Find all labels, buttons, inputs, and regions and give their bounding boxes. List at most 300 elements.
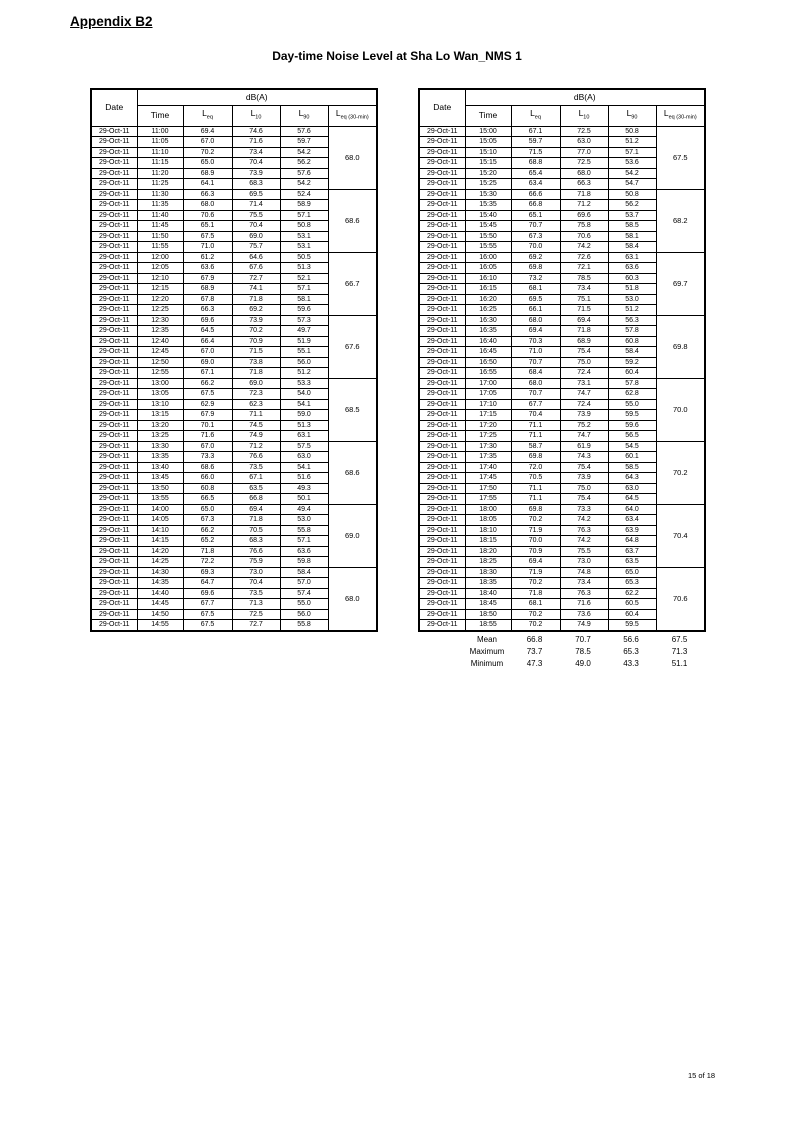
- leq-cell: 59.7: [511, 137, 560, 148]
- l10-cell: 72.7: [232, 273, 280, 284]
- date-cell: 29-Oct-11: [91, 179, 137, 190]
- leq-cell: 66.2: [183, 378, 232, 389]
- date-cell: 29-Oct-11: [91, 231, 137, 242]
- time-cell: 13:45: [137, 473, 183, 484]
- table-row: [419, 252, 705, 263]
- leq-cell: 67.7: [511, 399, 560, 410]
- leq-cell: 68.8: [511, 158, 560, 169]
- leq-cell: 67.0: [183, 441, 232, 452]
- time-cell: 16:35: [465, 326, 511, 337]
- date-cell: 29-Oct-11: [91, 536, 137, 547]
- time-cell: 13:00: [137, 378, 183, 389]
- time-cell: 13:15: [137, 410, 183, 421]
- l10-cell: 69.0: [232, 378, 280, 389]
- date-cell: 29-Oct-11: [419, 578, 465, 589]
- leq-30min-cell: 70.4: [656, 504, 705, 567]
- time-cell: 16:40: [465, 336, 511, 347]
- time-cell: 12:10: [137, 273, 183, 284]
- leq-cell: 68.4: [511, 368, 560, 379]
- date-cell: 29-Oct-11: [91, 326, 137, 337]
- l90-cell: 51.3: [280, 263, 328, 274]
- leq-cell: 66.0: [183, 473, 232, 484]
- date-cell: 29-Oct-11: [91, 210, 137, 221]
- l90-cell: 60.4: [608, 609, 656, 620]
- l10-cell: 73.4: [560, 284, 608, 295]
- date-cell: 29-Oct-11: [419, 452, 465, 463]
- leq-cell: 71.1: [511, 420, 560, 431]
- summary-value: 56.6: [623, 634, 639, 644]
- summary-value: 43.3: [623, 658, 639, 668]
- time-cell: 16:20: [465, 294, 511, 305]
- l10-cell: 71.6: [560, 599, 608, 610]
- leq-cell: 66.4: [183, 336, 232, 347]
- l10-cell: 75.9: [232, 557, 280, 568]
- l10-cell: 71.3: [232, 599, 280, 610]
- summary-value: 49.0: [575, 658, 591, 668]
- date-cell: 29-Oct-11: [419, 221, 465, 232]
- l90-cell: 55.8: [280, 620, 328, 631]
- date-cell: 29-Oct-11: [91, 368, 137, 379]
- time-cell: 14:05: [137, 515, 183, 526]
- l90-cell: 49.4: [280, 504, 328, 515]
- time-cell: 14:20: [137, 546, 183, 557]
- leq-cell: 71.6: [183, 431, 232, 442]
- l90-cell: 55.1: [280, 347, 328, 358]
- l10-cell: 76.3: [560, 525, 608, 536]
- leq-cell: 67.0: [183, 347, 232, 358]
- l10-cell: 70.9: [232, 336, 280, 347]
- l10-cell: 73.5: [232, 462, 280, 473]
- l10-cell: 69.4: [232, 504, 280, 515]
- leq-cell: 73.3: [183, 452, 232, 463]
- time-cell: 13:55: [137, 494, 183, 505]
- l10-cell: 72.4: [560, 368, 608, 379]
- time-cell: 13:25: [137, 431, 183, 442]
- table-row: [419, 504, 705, 515]
- l90-cell: 51.2: [280, 368, 328, 379]
- leq-30min-cell: 70.2: [656, 441, 705, 504]
- l90-cell: 59.5: [608, 620, 656, 631]
- l90-cell: 50.8: [608, 189, 656, 200]
- l90-cell: 60.8: [608, 336, 656, 347]
- l10-cell: 67.6: [232, 263, 280, 274]
- l90-cell: 56.0: [280, 609, 328, 620]
- l10-cell: 67.1: [232, 473, 280, 484]
- table-row: [419, 189, 705, 200]
- l10-cell: 74.5: [232, 420, 280, 431]
- summary-value: [418, 658, 464, 670]
- l10-cell: 75.1: [560, 294, 608, 305]
- l10-cell: 73.5: [232, 588, 280, 599]
- time-cell: 17:25: [465, 431, 511, 442]
- l90-cell: 58.4: [608, 347, 656, 358]
- leq-cell: 69.5: [511, 294, 560, 305]
- l90-cell: 51.2: [608, 137, 656, 148]
- leq-cell: 68.1: [511, 599, 560, 610]
- l90-cell: 58.9: [280, 200, 328, 211]
- leq-cell: 71.1: [511, 494, 560, 505]
- l90-cell: 60.4: [608, 368, 656, 379]
- l90-cell: 52.1: [280, 273, 328, 284]
- time-cell: 15:30: [465, 189, 511, 200]
- table-row: [91, 504, 377, 515]
- date-cell: 29-Oct-11: [91, 494, 137, 505]
- l10-cell: 73.4: [560, 578, 608, 589]
- table-row: [419, 126, 705, 137]
- leq-cell: 71.0: [511, 347, 560, 358]
- l10-cell: 74.2: [560, 242, 608, 253]
- l10-cell: 73.9: [560, 410, 608, 421]
- date-cell: 29-Oct-11: [419, 326, 465, 337]
- leq-30min-cell: 68.0: [328, 126, 377, 189]
- leq-cell: 63.6: [183, 263, 232, 274]
- summary-value: 47.3: [526, 658, 543, 668]
- l90-cell: 57.8: [608, 326, 656, 337]
- date-cell: 29-Oct-11: [419, 420, 465, 431]
- time-cell: 17:05: [465, 389, 511, 400]
- l90-cell: 57.1: [280, 536, 328, 547]
- l90-cell: 58.5: [608, 221, 656, 232]
- leq-cell: 66.6: [511, 189, 560, 200]
- leq-cell: 69.8: [511, 504, 560, 515]
- l90-cell: 51.2: [608, 305, 656, 316]
- time-cell: 11:45: [137, 221, 183, 232]
- summary-value: 51.1: [671, 658, 688, 668]
- date-cell: 29-Oct-11: [419, 599, 465, 610]
- l90-cell: 58.4: [608, 242, 656, 253]
- l10-cell: 71.1: [232, 410, 280, 421]
- l90-cell: 63.0: [280, 452, 328, 463]
- summary-table: [418, 634, 704, 670]
- date-cell: 29-Oct-11: [91, 378, 137, 389]
- date-cell: 29-Oct-11: [91, 462, 137, 473]
- time-cell: 17:20: [465, 420, 511, 431]
- time-cell: 15:20: [465, 168, 511, 179]
- l90-cell: 54.2: [280, 147, 328, 158]
- time-cell: 11:30: [137, 189, 183, 200]
- time-cell: 17:45: [465, 473, 511, 484]
- leq-30min-cell: 68.0: [328, 567, 377, 631]
- time-cell: 18:00: [465, 504, 511, 515]
- l10-cell: 69.0: [232, 231, 280, 242]
- l90-cell: 50.8: [280, 221, 328, 232]
- l90-cell: 56.5: [608, 431, 656, 442]
- l10-cell: 75.0: [560, 357, 608, 368]
- table-row: [91, 189, 377, 200]
- l10-cell: 75.5: [560, 546, 608, 557]
- l10-cell: 71.5: [232, 347, 280, 358]
- l10-cell: 75.4: [560, 347, 608, 358]
- leq-cell: 67.5: [183, 620, 232, 631]
- date-cell: 29-Oct-11: [91, 294, 137, 305]
- summary-value: 70.7: [575, 634, 591, 644]
- l90-cell: 54.7: [608, 179, 656, 190]
- table-row: [91, 441, 377, 452]
- time-cell: 16:25: [465, 305, 511, 316]
- date-cell: 29-Oct-11: [419, 494, 465, 505]
- l10-cell: 75.8: [560, 221, 608, 232]
- time-cell: 18:35: [465, 578, 511, 589]
- dba-header: dB(A): [137, 89, 377, 106]
- summary-row: [418, 634, 704, 646]
- l90-cell: 64.8: [608, 536, 656, 547]
- date-cell: 29-Oct-11: [419, 588, 465, 599]
- table-row: [419, 315, 705, 326]
- l10-header: $L_{10}$: [560, 106, 608, 127]
- date-cell: 29-Oct-11: [91, 347, 137, 358]
- l90-cell: 65.3: [608, 578, 656, 589]
- l10-cell: 72.5: [232, 609, 280, 620]
- time-cell: 13:30: [137, 441, 183, 452]
- l10-cell: 68.3: [232, 536, 280, 547]
- date-cell: 29-Oct-11: [91, 609, 137, 620]
- l10-cell: 71.8: [560, 326, 608, 337]
- l10-cell: 74.2: [560, 515, 608, 526]
- time-cell: 17:00: [465, 378, 511, 389]
- time-cell: 16:00: [465, 252, 511, 263]
- time-cell: 16:50: [465, 357, 511, 368]
- table-row: [419, 378, 705, 389]
- time-cell: 11:00: [137, 126, 183, 137]
- l90-cell: 50.5: [280, 252, 328, 263]
- time-cell: 11:25: [137, 179, 183, 190]
- page-title: Day-time Noise Level at Sha Lo Wan_NMS 1: [272, 49, 522, 63]
- leq-cell: 69.4: [183, 126, 232, 137]
- time-cell: 15:35: [465, 200, 511, 211]
- l10-cell: 68.3: [232, 179, 280, 190]
- l90-cell: 57.1: [608, 147, 656, 158]
- l90-cell: 54.5: [608, 441, 656, 452]
- time-cell: 16:55: [465, 368, 511, 379]
- time-cell: 11:35: [137, 200, 183, 211]
- date-cell: 29-Oct-11: [419, 462, 465, 473]
- leq-cell: 68.0: [511, 315, 560, 326]
- date-cell: 29-Oct-11: [419, 200, 465, 211]
- l90-cell: 54.1: [280, 399, 328, 410]
- time-cell: 17:35: [465, 452, 511, 463]
- date-cell: 29-Oct-11: [419, 368, 465, 379]
- leq-30min-cell: 69.7: [656, 252, 705, 315]
- table-row: [419, 441, 705, 452]
- time-cell: 16:05: [465, 263, 511, 274]
- time-cell: 12:20: [137, 294, 183, 305]
- l90-cell: 63.1: [280, 431, 328, 442]
- l10-cell: 73.1: [560, 378, 608, 389]
- time-cell: 13:35: [137, 452, 183, 463]
- l90-cell: 52.4: [280, 189, 328, 200]
- date-cell: 29-Oct-11: [419, 473, 465, 484]
- header-row-1: [91, 89, 377, 106]
- time-cell: 14:50: [137, 609, 183, 620]
- leq-cell: 68.9: [183, 284, 232, 295]
- l10-cell: 73.3: [560, 504, 608, 515]
- date-cell: 29-Oct-11: [91, 200, 137, 211]
- l90-cell: 50.1: [280, 494, 328, 505]
- l90-cell: 57.4: [280, 588, 328, 599]
- time-cell: 18:05: [465, 515, 511, 526]
- time-cell: 11:10: [137, 147, 183, 158]
- date-cell: 29-Oct-11: [419, 347, 465, 358]
- l90-cell: 49.3: [280, 483, 328, 494]
- appendix-label: Appendix B2: [70, 14, 153, 29]
- time-cell: 15:45: [465, 221, 511, 232]
- leq-cell: 64.5: [183, 326, 232, 337]
- l10-cell: 75.4: [560, 462, 608, 473]
- leq-cell: 70.9: [511, 546, 560, 557]
- leq30min-header: $L_{eq (30-min)}$: [328, 106, 377, 127]
- date-cell: 29-Oct-11: [91, 588, 137, 599]
- l10-cell: 77.0: [560, 147, 608, 158]
- table-row: [91, 252, 377, 263]
- time-cell: 18:20: [465, 546, 511, 557]
- l90-cell: 64.0: [608, 504, 656, 515]
- l90-cell: 59.8: [280, 557, 328, 568]
- leq-cell: 67.3: [183, 515, 232, 526]
- date-cell: 29-Oct-11: [91, 336, 137, 347]
- time-cell: 18:30: [465, 567, 511, 578]
- time-cell: 15:05: [465, 137, 511, 148]
- time-cell: 17:15: [465, 410, 511, 421]
- leq-30min-cell: 70.0: [656, 378, 705, 441]
- l90-cell: 63.6: [280, 546, 328, 557]
- l90-cell: 63.1: [608, 252, 656, 263]
- l90-cell: 56.2: [280, 158, 328, 169]
- time-cell: 17:40: [465, 462, 511, 473]
- l10-cell: 71.8: [232, 368, 280, 379]
- leq-30min-cell: 68.5: [328, 378, 377, 441]
- leq-cell: 65.2: [183, 536, 232, 547]
- summary-value: [418, 646, 464, 658]
- leq-cell: 66.5: [183, 494, 232, 505]
- l90-cell: 57.6: [280, 126, 328, 137]
- leq-cell: 70.7: [511, 389, 560, 400]
- date-cell: 29-Oct-11: [91, 305, 137, 316]
- l90-cell: 57.6: [280, 168, 328, 179]
- date-header: Date: [419, 89, 465, 126]
- leq-30min-cell: 68.6: [328, 189, 377, 252]
- time-cell: 12:40: [137, 336, 183, 347]
- date-cell: 29-Oct-11: [91, 504, 137, 515]
- l90-cell: 57.8: [608, 378, 656, 389]
- l90-cell: 64.5: [608, 494, 656, 505]
- time-cell: 13:50: [137, 483, 183, 494]
- time-cell: 12:00: [137, 252, 183, 263]
- leq-cell: 66.2: [183, 525, 232, 536]
- l90-cell: 59.7: [280, 137, 328, 148]
- l10-cell: 63.5: [232, 483, 280, 494]
- l90-cell: 58.1: [608, 231, 656, 242]
- time-cell: 18:50: [465, 609, 511, 620]
- l10-header: $L_{10}$: [232, 106, 280, 127]
- l90-cell: 51.9: [280, 336, 328, 347]
- l90-cell: 56.3: [608, 315, 656, 326]
- time-cell: 11:40: [137, 210, 183, 221]
- l10-cell: 73.9: [232, 315, 280, 326]
- leq-cell: 68.0: [183, 200, 232, 211]
- date-cell: 29-Oct-11: [419, 525, 465, 536]
- l10-cell: 73.8: [232, 357, 280, 368]
- date-cell: 29-Oct-11: [419, 305, 465, 316]
- time-cell: 18:15: [465, 536, 511, 547]
- l10-cell: 74.8: [560, 567, 608, 578]
- l10-cell: 70.4: [232, 221, 280, 232]
- time-cell: 18:25: [465, 557, 511, 568]
- noise-table-left: [90, 88, 378, 632]
- leq-cell: 70.2: [511, 578, 560, 589]
- date-cell: 29-Oct-11: [91, 147, 137, 158]
- time-cell: 14:30: [137, 567, 183, 578]
- time-cell: 18:45: [465, 599, 511, 610]
- leq-cell: 69.8: [511, 452, 560, 463]
- l90-cell: 59.5: [608, 410, 656, 421]
- l90-cell: 57.1: [280, 284, 328, 295]
- leq-cell: 66.8: [511, 200, 560, 211]
- date-cell: 29-Oct-11: [419, 378, 465, 389]
- leq-30min-cell: 66.7: [328, 252, 377, 315]
- date-cell: 29-Oct-11: [91, 578, 137, 589]
- date-cell: 29-Oct-11: [91, 420, 137, 431]
- leq-header: $L_{eq}$: [183, 106, 232, 127]
- l10-cell: 76.6: [232, 546, 280, 557]
- leq-cell: 69.6: [183, 588, 232, 599]
- leq-cell: 70.2: [183, 147, 232, 158]
- leq-cell: 70.2: [511, 609, 560, 620]
- date-cell: 29-Oct-11: [419, 210, 465, 221]
- leq-cell: 67.9: [183, 273, 232, 284]
- leq-cell: 68.6: [183, 462, 232, 473]
- date-cell: 29-Oct-11: [91, 599, 137, 610]
- time-cell: 12:25: [137, 305, 183, 316]
- date-cell: 29-Oct-11: [91, 441, 137, 452]
- l10-cell: 63.0: [560, 137, 608, 148]
- l10-cell: 70.4: [232, 158, 280, 169]
- date-cell: 29-Oct-11: [419, 536, 465, 547]
- time-cell: 16:10: [465, 273, 511, 284]
- leq-cell: 62.9: [183, 399, 232, 410]
- summary-value: 78.5: [575, 646, 591, 656]
- leq-cell: 67.1: [183, 368, 232, 379]
- l90-cell: 63.5: [608, 557, 656, 568]
- date-cell: 29-Oct-11: [419, 389, 465, 400]
- l10-cell: 71.8: [560, 189, 608, 200]
- l90-cell: 53.6: [608, 158, 656, 169]
- date-cell: 29-Oct-11: [91, 452, 137, 463]
- l10-cell: 69.6: [560, 210, 608, 221]
- date-cell: 29-Oct-11: [419, 557, 465, 568]
- l10-cell: 71.8: [232, 515, 280, 526]
- date-cell: 29-Oct-11: [91, 473, 137, 484]
- l10-cell: 76.6: [232, 452, 280, 463]
- l90-cell: 54.2: [280, 179, 328, 190]
- l10-cell: 66.8: [232, 494, 280, 505]
- l90-cell: 57.3: [280, 315, 328, 326]
- leq-cell: 65.1: [511, 210, 560, 221]
- l90-cell: 58.4: [280, 567, 328, 578]
- leq-cell: 72.2: [183, 557, 232, 568]
- l10-cell: 75.0: [560, 483, 608, 494]
- leq-cell: 69.8: [511, 263, 560, 274]
- l90-cell: 54.1: [280, 462, 328, 473]
- l90-cell: 53.0: [280, 515, 328, 526]
- leq-cell: 67.5: [183, 389, 232, 400]
- l10-cell: 73.9: [560, 473, 608, 484]
- leq-cell: 70.0: [511, 536, 560, 547]
- time-cell: 15:00: [465, 126, 511, 137]
- leq-cell: 66.3: [183, 305, 232, 316]
- l90-cell: 62.8: [608, 389, 656, 400]
- leq-cell: 69.4: [511, 326, 560, 337]
- l10-cell: 73.4: [232, 147, 280, 158]
